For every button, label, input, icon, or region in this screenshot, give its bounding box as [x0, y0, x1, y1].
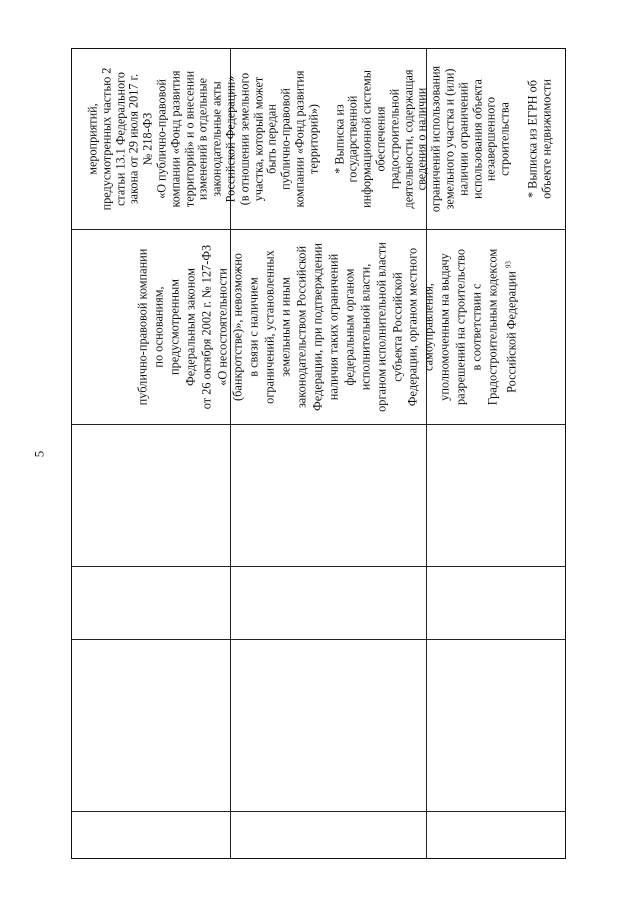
footnote-ref: 93 — [504, 260, 513, 268]
documents-cell: мероприятий, предусмотренных частью 2 статьи 13.1 Федерального закона от 29 июля 2017 г. № 218-ФЗ «О публично-правовой компании «Фонд развития территорий» и о внесении изменений в отдельные законодательные акты Российской Федерации» (в отношении земельного участка, который может быть передан публично-правовой компании «Фонд развития территорий») * Выписка из государственной информационной системы обеспечения градостроительной деятельности, содержащая сведения о наличии ограничений использования земельного участка и (или) наличии ограничений использования объекта незавершенного строительства * Выписка из ЕГРН об объекте недвижимости — [84, 65, 553, 213]
conditions-cell: публично-правовой компании по основаниям, предусмотренным Федеральным законом от 26 октября 2002 г. № 127-ФЗ «О несостоятельности (банкротстве)», невозможно в связи с наличием ограничений, установленных земельным и иным законодательством Российской Федерации, при подтверждении наличия таких ограничений федеральным органом исполнительной власти, органом исполнительной власти субъекта Российской Федерации, органом местного самоуправления, уполномоченным на выдачу разрешений на строительство в соответствии с Градостроительным кодексом Российской Федерации $^{93}$ — [135, 241, 519, 412]
page-number: 5 — [31, 450, 47, 458]
rotated-table — [71, 48, 566, 859]
